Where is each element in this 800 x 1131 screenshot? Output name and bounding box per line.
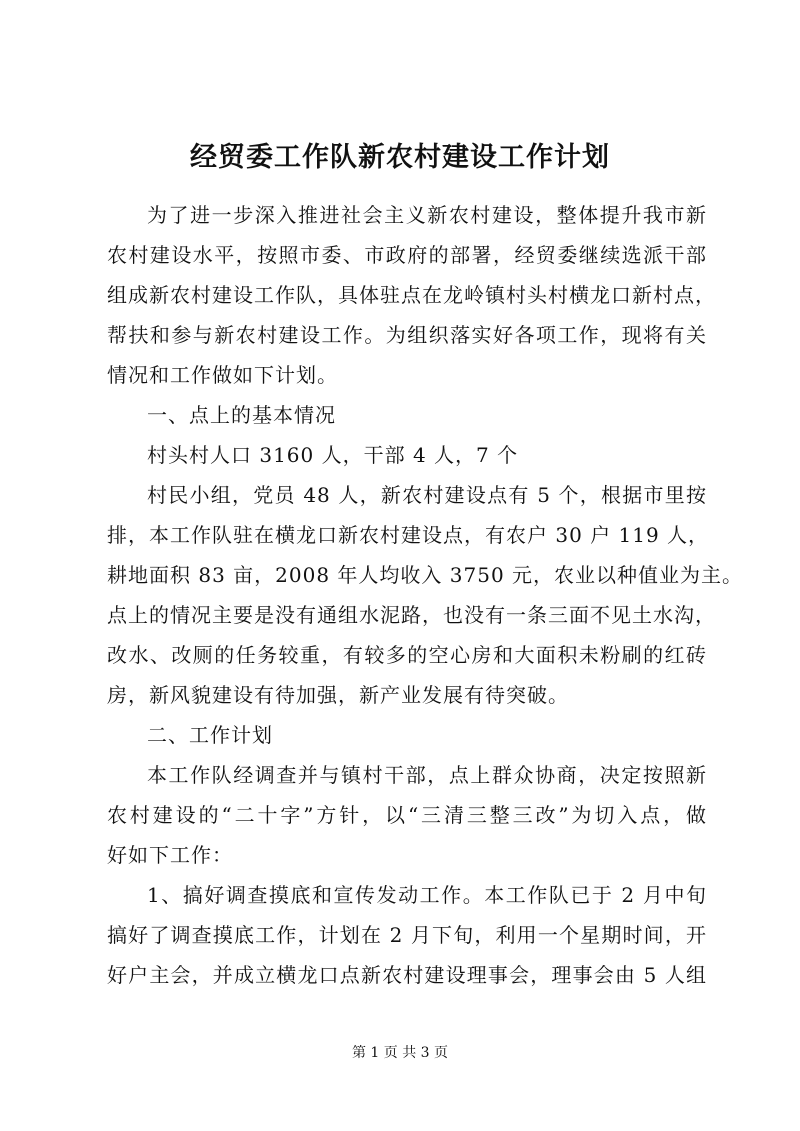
paragraph-line: 好户主会，并成立横龙口点新农村建设理事会，理事会由 5 人组	[107, 963, 707, 987]
paragraph-line: 为了进一步深入推进社会主义新农村建设，整体提升我市新	[147, 203, 707, 227]
paragraph-line: 排，本工作队驻在横龙口新农村建设点，有农户 30 户 119 人，	[107, 523, 710, 547]
paragraph-line: 帮扶和参与新农村建设工作。为组织落实好各项工作，现将有关	[107, 323, 707, 347]
paragraph-line: 本工作队经调查并与镇村干部，点上群众协商，决定按照新	[147, 763, 707, 787]
section-heading: 二、工作计划	[147, 723, 273, 747]
page-number-footer: 第 1 页 共 3 页	[351, 1045, 449, 1061]
paragraph-line: 农村建设的“二十字”方针，以“三清三整三改”为切入点，做	[107, 803, 707, 827]
paragraph-line: 好如下工作：	[107, 843, 233, 867]
paragraph-line: 搞好了调查摸底工作，计划在 2 月下旬，利用一个星期时间，开	[107, 923, 707, 947]
section-heading: 一、点上的基本情况	[147, 403, 336, 427]
paragraph-line: 1、搞好调查摸底和宣传发动工作。本工作队已于 2 月中旬	[147, 883, 707, 907]
paragraph-line: 房，新风貌建设有待加强，新产业发展有待突破。	[107, 683, 569, 707]
paragraph-line: 农村建设水平，按照市委、市政府的部署，经贸委继续选派干部	[107, 243, 707, 267]
document-title: 经贸委工作队新农村建设工作计划	[190, 142, 610, 173]
paragraph-line: 村民小组，党员 48 人，新农村建设点有 5 个，根据市里按	[147, 483, 707, 507]
paragraph-line: 点上的情况主要是没有通组水泥路，也没有一条三面不见土水沟，	[107, 603, 716, 627]
paragraph-line: 耕地面积 83 亩，2008 年人均收入 3750 元，农业以种值业为主。	[107, 563, 744, 587]
paragraph-line: 情况和工作做如下计划。	[107, 363, 338, 387]
paragraph-line: 改水、改厕的任务较重，有较多的空心房和大面积未粉刷的红砖	[107, 643, 707, 667]
paragraph-line: 组成新农村建设工作队，具体驻点在龙岭镇村头村横龙口新村点，	[107, 283, 716, 307]
paragraph-line: 村头村人口 3160 人，干部 4 人，7 个	[147, 443, 519, 467]
